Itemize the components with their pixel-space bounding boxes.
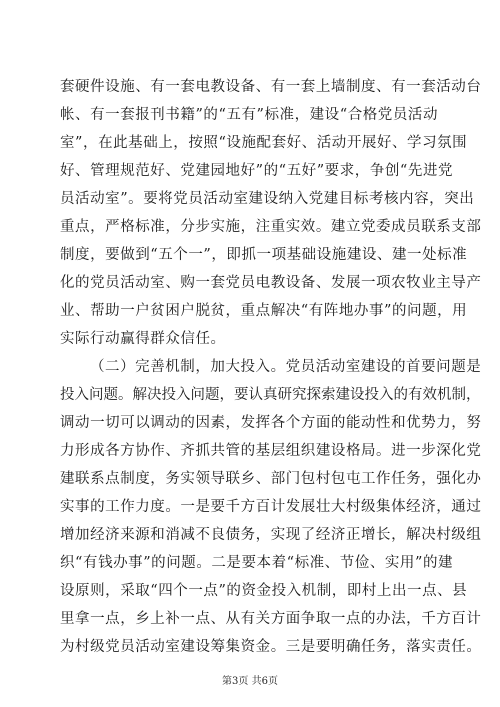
text-line: 力形成各方协作、齐抓共管的基层组织建设格局。进一步深化党	[60, 443, 482, 459]
text-line: 增加经济来源和消减不良债务，实现了经济正增长，解决村级组	[60, 527, 482, 543]
text-line: 里拿一点，乡上补一点、从有关方面争取一点的办法，千方百计	[60, 611, 482, 627]
body-text	[60, 73, 482, 661]
text-line: 重点，严格标准，分步实施，注重实效。建立党委成员联系支部	[60, 219, 482, 235]
text-line: 调动一切可以调动的因素，发挥各个方面的能动性和优势力，努	[60, 415, 482, 431]
text-line: 建联系点制度，务实领导联乡、部门包村包屯工作任务，强化办	[60, 471, 482, 487]
text-line: 好、管理规范好、党建园地好”的“五好”要求，争创“先进党	[60, 163, 454, 179]
text-line: 制度，要做到“五个一”，即抓一项基础设施建设、建一处标准	[60, 247, 468, 263]
text-line: 业、帮助一户贫困户脱贫，重点解决“有阵地办事”的问题，用	[60, 303, 468, 319]
page-number-footer: 第3页 共6页	[222, 676, 278, 687]
text-line: 帐、有一套报刊书籍”的“五有”标准，建设“合格党员活动	[60, 107, 438, 123]
text-line: 为村级党员活动室建设筹集资金。三是要明确任务，落实责任。	[60, 639, 482, 655]
text-line: 投入问题。解决投入问题，要认真研究探索建设投入的有效机制，	[60, 387, 481, 403]
text-line: 实事的工作力度。一是要千方百计发展壮大村级集体经济，通过	[60, 499, 482, 515]
text-line: 实际行动赢得群众信任。	[60, 331, 226, 347]
text-line: 员活动室”。要将党员活动室建设纳入党建目标考核内容，突出	[60, 191, 475, 207]
text-line: 室”，在此基础上，按照“设施配套好、活动开展好、学习氛围	[60, 135, 468, 151]
text-line: 套硬件设施、有一套电教设备、有一套上墙制度、有一套活动台	[60, 79, 482, 95]
text-line: 化的党员活动室、购一套党员电教设备、发展一项农牧业主导产	[60, 275, 482, 291]
text-line: 织“有钱办事”的问题。二是要本着“标准、节俭、实用”的建	[60, 555, 454, 571]
text-line: 设原则，采取“四个一点”的资金投入机制，即村上出一点、县	[60, 583, 468, 599]
paragraph-start-line: （二）完善机制，加大投入。党员活动室建设的首要问题是	[90, 359, 482, 375]
